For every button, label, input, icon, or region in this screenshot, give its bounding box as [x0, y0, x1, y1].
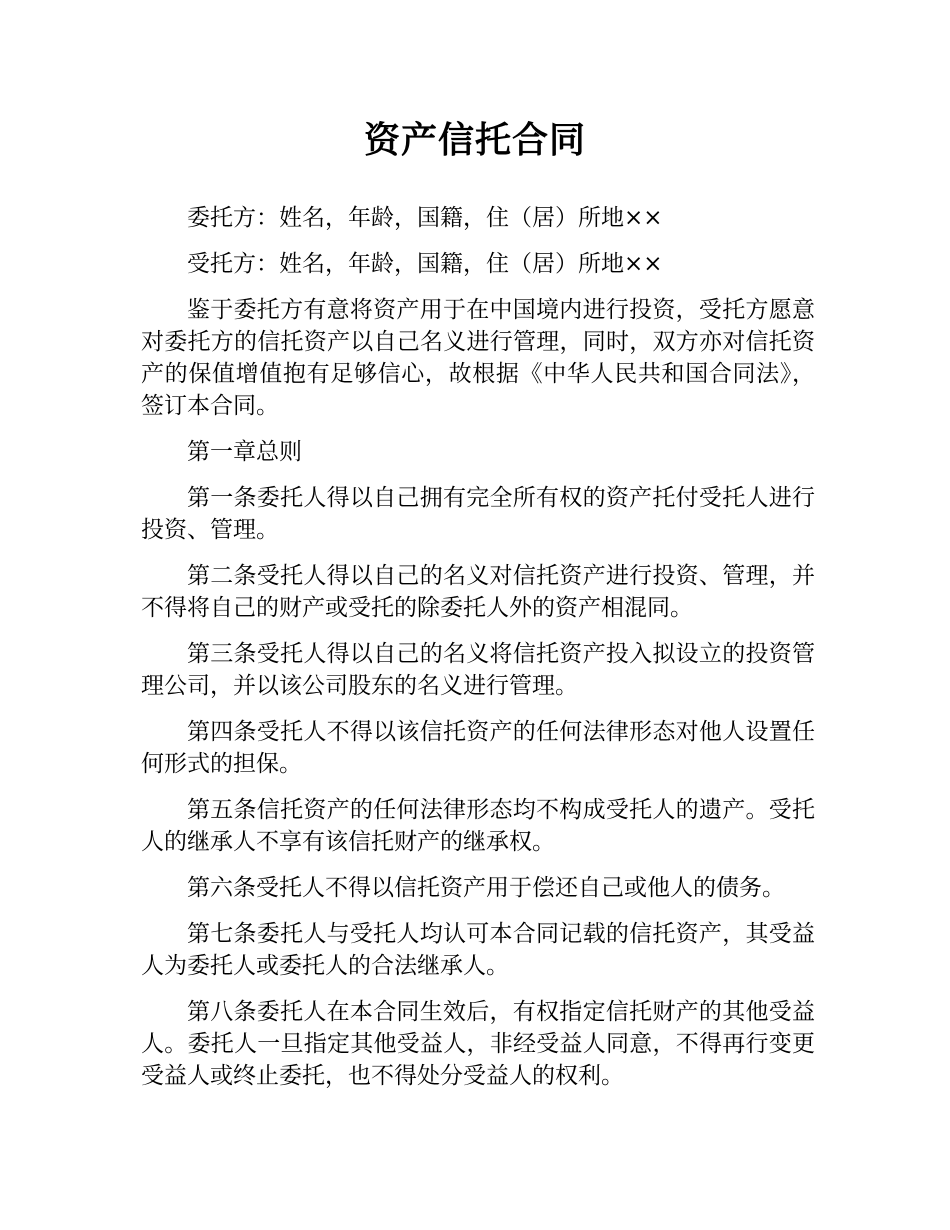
party-trustee: 受托方：姓名，年龄，国籍，住（居）所地×× — [187, 251, 663, 277]
document-body — [141, 202, 815, 1106]
article-8: 第八条委托人在本合同生效后，有权指定信托财产的其他受益人。委托人一旦指定其他受益人，非经受益人同意，不得再行变更受益人或终止委托，也不得处分受益人的权利。 — [141, 999, 815, 1089]
article-4: 第四条受托人不得以该信托资产的任何法律形态对他人设置任何形式的担保。 — [141, 719, 815, 777]
article-5: 第五条信托资产的任何法律形态均不构成受托人的遗产。受托人的继承人不享有该信托财产的继承权。 — [141, 797, 815, 855]
chapter-heading: 第一章总则 — [187, 439, 302, 465]
article-7: 第七条委托人与受托人均认可本合同记载的信托资产，其受益人为委托人或委托人的合法继承人。 — [141, 921, 815, 979]
party-entrustor: 委托方：姓名，年龄，国籍，住（居）所地×× — [187, 205, 663, 231]
document-title: 资产信托合同 — [363, 120, 586, 161]
preamble-paragraph: 鉴于委托方有意将资产用于在中国境内进行投资，受托方愿意对委托方的信托资产以自己名义进行管理，同时，双方亦对信托资产的保值增值抱有足够信心，故根据《中华人民共和国合同法》，签订本合同。 — [141, 297, 815, 419]
article-6: 第六条受托人不得以信托资产用于偿还自己或他人的债务。 — [187, 875, 785, 901]
article-3: 第三条受托人得以自己的名义将信托资产投入拟设立的投资管理公司，并以该公司股东的名义进行管理。 — [141, 641, 815, 699]
article-1: 第一条委托人得以自己拥有完全所有权的资产托付受托人进行投资、管理。 — [141, 485, 815, 543]
article-2: 第二条受托人得以自己的名义对信托资产进行投资、管理，并不得将自己的财产或受托的除委托人外的资产相混同。 — [141, 563, 815, 621]
